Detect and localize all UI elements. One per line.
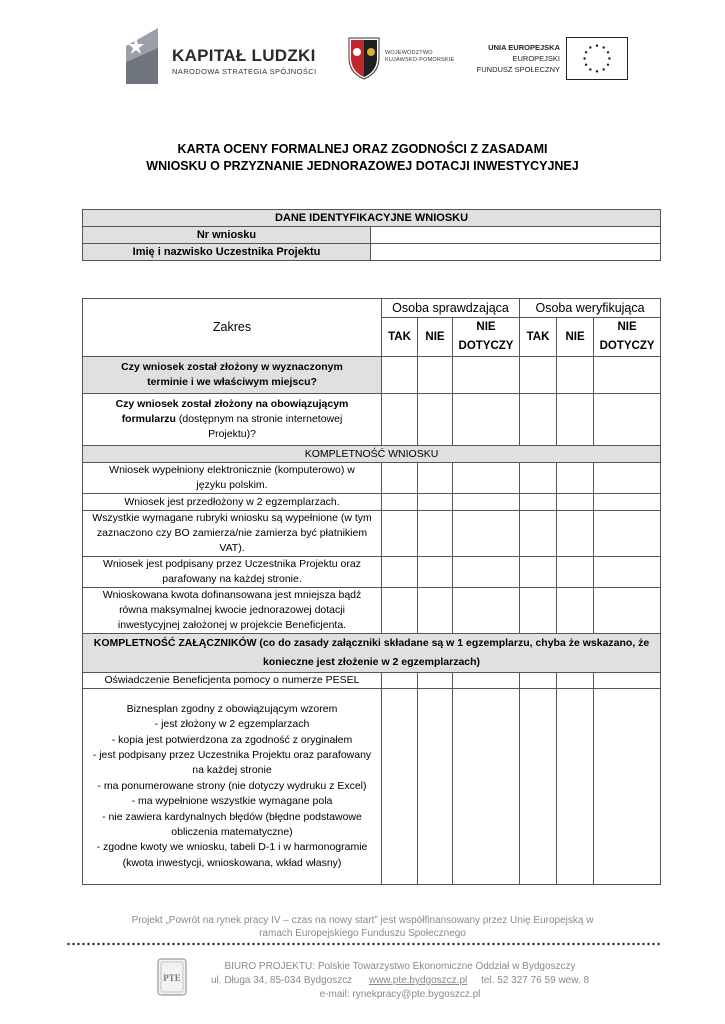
check-cell[interactable] — [557, 357, 594, 394]
check-cell[interactable] — [418, 557, 453, 588]
question-form-bold: Czy wniosek został złożony na obowiązującym formularzu — [115, 398, 349, 425]
logo-bar — [0, 22, 725, 92]
check-cell[interactable] — [594, 673, 661, 689]
dotted-divider — [66, 942, 662, 946]
check-cell[interactable] — [418, 463, 453, 494]
check-cell[interactable] — [453, 673, 520, 689]
check-cell[interactable] — [557, 494, 594, 511]
col-nd-line-2: DOTYCZY — [599, 340, 655, 352]
footer-note-line-2: ramach Europejskiego Funduszu Społecznego — [259, 928, 466, 939]
footer-office: BIURO PROJEKTU: Polskie Towarzystwo Ekonomiczne Oddział w Bydgoszczy — [224, 961, 576, 972]
table-row — [83, 588, 661, 634]
check-cell[interactable] — [453, 357, 520, 394]
check-cell[interactable] — [418, 588, 453, 634]
check-cell[interactable] — [382, 689, 418, 885]
biznesplan-line: - jest złożony w 2 egzemplarzach — [154, 718, 310, 731]
footer-street: ul. Długa 34, 85-034 Bydgoszcz — [210, 975, 353, 986]
kapital-ludzki-title: KAPITAŁ LUDZKI — [172, 46, 316, 65]
eu-line-2: EUROPEJSKI — [512, 54, 560, 63]
check-cell[interactable] — [520, 673, 557, 689]
check-cell[interactable] — [557, 588, 594, 634]
check-cell[interactable] — [453, 511, 520, 557]
col-tak: TAK — [382, 318, 418, 357]
col-nd-line-1: NIE — [476, 321, 496, 333]
question-form-rest: (dostępnym na stronie internetowej Projektu)? — [175, 413, 343, 440]
id-heading: DANE IDENTYFIKACYJNE WNIOSKU — [83, 210, 661, 227]
check-cell[interactable] — [453, 689, 520, 885]
check-cell[interactable] — [418, 494, 453, 511]
section-row — [83, 634, 661, 673]
check-cell[interactable] — [520, 394, 557, 446]
title-line-2: WNIOSKU O PRZYZNANIE JEDNORAZOWEJ DOTACJI INWESTYCYJNEJ — [146, 159, 579, 173]
kapital-ludzki-subtitle: NARODOWA STRATEGIA SPÓJNOŚCI — [172, 67, 317, 76]
table-row — [83, 227, 661, 244]
item-fields: Wszystkie wymagane rubryki wniosku są wypełnione (w tym zaznaczono czy BO zamierza/nie zamierza być płatnikiem VAT). — [83, 511, 382, 557]
check-cell[interactable] — [418, 673, 453, 689]
footer-website-link[interactable]: www.pte.bydgoszcz.pl — [368, 975, 468, 986]
check-cell[interactable] — [557, 463, 594, 494]
check-cell[interactable] — [520, 689, 557, 885]
title-line-1: KARTA OCENY FORMALNEJ ORAZ ZGODNOŚCI Z ZASADAMI — [177, 142, 548, 156]
eu-line-3: FUNDUSZ SPOŁECZNY — [476, 65, 560, 74]
check-cell[interactable] — [418, 689, 453, 885]
table-row — [83, 689, 661, 885]
check-cell[interactable] — [418, 511, 453, 557]
pte-logo-icon — [157, 958, 187, 996]
check-cell[interactable] — [382, 394, 418, 446]
check-cell[interactable] — [520, 557, 557, 588]
kapital-ludzki-text — [172, 46, 317, 76]
table-row — [83, 463, 661, 494]
check-cell[interactable] — [453, 394, 520, 446]
footer-address — [200, 960, 600, 1002]
col-nie-dotyczy — [594, 318, 661, 357]
col-nd-line-2: DOTYCZY — [458, 340, 514, 352]
nr-wniosku-field[interactable] — [371, 227, 661, 244]
table-row — [83, 494, 661, 511]
check-cell[interactable] — [594, 689, 661, 885]
check-cell[interactable] — [382, 673, 418, 689]
footer-email: e-mail: rynekpracy@pte.bygoszcz.pl — [319, 989, 481, 1000]
item-copies: Wniosek jest przedłożony w 2 egzemplarzach. — [83, 494, 382, 511]
check-cell[interactable] — [520, 588, 557, 634]
table-header-row — [83, 299, 661, 318]
check-cell[interactable] — [520, 494, 557, 511]
question-deadline: Czy wniosek został złożony w wyznaczonym terminie i we właściwym miejscu? — [83, 357, 382, 394]
eu-flag-icon — [566, 37, 628, 80]
check-cell[interactable] — [418, 357, 453, 394]
item-amount: Wnioskowana kwota dofinansowana jest mniejsza bądź równa maksymalnej kwocie jednorazowej dotacji inwestycyjnej założonej w projekcie Beneficjenta. — [83, 588, 382, 634]
biznesplan-line: - ma wypełnione wszystkie wymagane pola — [131, 795, 333, 808]
table-row — [83, 557, 661, 588]
check-cell[interactable] — [382, 494, 418, 511]
check-cell[interactable] — [453, 494, 520, 511]
check-cell[interactable] — [594, 588, 661, 634]
region-line-2: KUJAWSKO-POMORSKIE — [385, 57, 455, 63]
col-nie: NIE — [557, 318, 594, 357]
check-cell[interactable] — [520, 463, 557, 494]
col-zakres: Zakres — [83, 299, 382, 357]
check-cell[interactable] — [594, 494, 661, 511]
table-row — [83, 394, 661, 446]
participant-name-label: Imię i nazwisko Uczestnika Projektu — [83, 244, 371, 261]
biznesplan-line: - zgodne kwoty we wniosku, tabeli D-1 i w harmonogramie (kwota inwestycji, wnioskowana, wkład własny) — [96, 841, 368, 869]
biznesplan-line: - kopia jest potwierdzona za zgodność z oryginałem — [111, 733, 353, 746]
check-cell[interactable] — [557, 689, 594, 885]
check-cell[interactable] — [594, 557, 661, 588]
biznesplan-head: Biznesplan zgodny z obowiązującym wzorem — [126, 702, 338, 715]
check-cell[interactable] — [382, 357, 418, 394]
item-electronic: Wniosek wypełniony elektronicznie (komputerowo) w języku polskim. — [83, 463, 382, 494]
check-cell[interactable] — [594, 511, 661, 557]
col-nd-line-1: NIE — [617, 321, 637, 333]
footer-note — [0, 914, 725, 940]
table-row — [83, 244, 661, 261]
identification-table — [82, 209, 661, 261]
biznesplan-line: - ma ponumerowane strony (nie dotyczy wydruku z Excel) — [97, 779, 367, 792]
biznesplan-line: - nie zawiera kardynalnych błędów (błędne podstawowe obliczenia matematyczne) — [102, 810, 362, 839]
col-nie: NIE — [418, 318, 453, 357]
check-cell[interactable] — [557, 557, 594, 588]
section-row — [83, 446, 661, 463]
nr-wniosku-label: Nr wniosku — [83, 227, 371, 244]
group-checker: Osoba sprawdzająca — [382, 299, 520, 318]
biznesplan-line: - jest podpisany przez Uczestnika Projektu oraz parafowany na każdej stronie — [92, 748, 372, 777]
item-biznesplan — [83, 689, 382, 885]
check-cell[interactable] — [382, 463, 418, 494]
footer-contact-line — [200, 974, 600, 988]
region-text — [385, 50, 454, 64]
section-completeness: KOMPLETNOŚĆ WNIOSKU — [83, 446, 661, 463]
check-cell[interactable] — [520, 357, 557, 394]
footer-note-line-1: Projekt „Powrót na rynek pracy IV – czas na nowy start” jest współfinansowany przez Unię Europejską w — [131, 915, 594, 926]
check-cell[interactable] — [594, 463, 661, 494]
table-row — [83, 511, 661, 557]
region-line-1: WOJEWÓDZTWO — [385, 50, 433, 56]
check-cell[interactable] — [453, 463, 520, 494]
col-nie-dotyczy — [453, 318, 520, 357]
table-row — [83, 357, 661, 394]
footer-phone: tel. 52 327 76 59 wew. 8 — [481, 975, 590, 986]
question-form — [83, 394, 382, 446]
pte-logo-text: PTE — [163, 973, 181, 983]
check-cell[interactable] — [557, 511, 594, 557]
check-cell[interactable] — [520, 511, 557, 557]
check-cell[interactable] — [382, 511, 418, 557]
check-cell[interactable] — [594, 357, 661, 394]
check-cell[interactable] — [382, 588, 418, 634]
check-cell[interactable] — [382, 557, 418, 588]
check-cell[interactable] — [557, 673, 594, 689]
evaluation-table — [82, 298, 661, 885]
group-verifier: Osoba weryfikująca — [520, 299, 661, 318]
region-crest-icon — [347, 36, 381, 80]
eu-line-1: UNIA EUROPEJSKA — [488, 43, 560, 52]
eu-text — [476, 42, 560, 75]
col-tak: TAK — [520, 318, 557, 357]
check-cell[interactable] — [557, 394, 594, 446]
check-cell[interactable] — [453, 557, 520, 588]
item-signed: Wniosek jest podpisany przez Uczestnika Projektu oraz parafowany na każdej stronie. — [83, 557, 382, 588]
section-attachments: KOMPLETNOŚĆ ZAŁĄCZNIKÓW (co do zasady załączniki składane są w 1 egzemplarzu, chyba że wskazano, że konieczne jest złożenie w 2 egzemplarzach) — [83, 634, 661, 673]
item-pesel: Oświadczenie Beneficjenta pomocy o numerze PESEL — [83, 673, 382, 689]
kapital-ludzki-logo-icon — [122, 26, 162, 86]
table-row — [83, 673, 661, 689]
participant-name-field[interactable] — [371, 244, 661, 261]
table-row — [83, 210, 661, 227]
check-cell[interactable] — [594, 394, 661, 446]
document-title — [0, 141, 725, 175]
check-cell[interactable] — [453, 588, 520, 634]
check-cell[interactable] — [418, 394, 453, 446]
